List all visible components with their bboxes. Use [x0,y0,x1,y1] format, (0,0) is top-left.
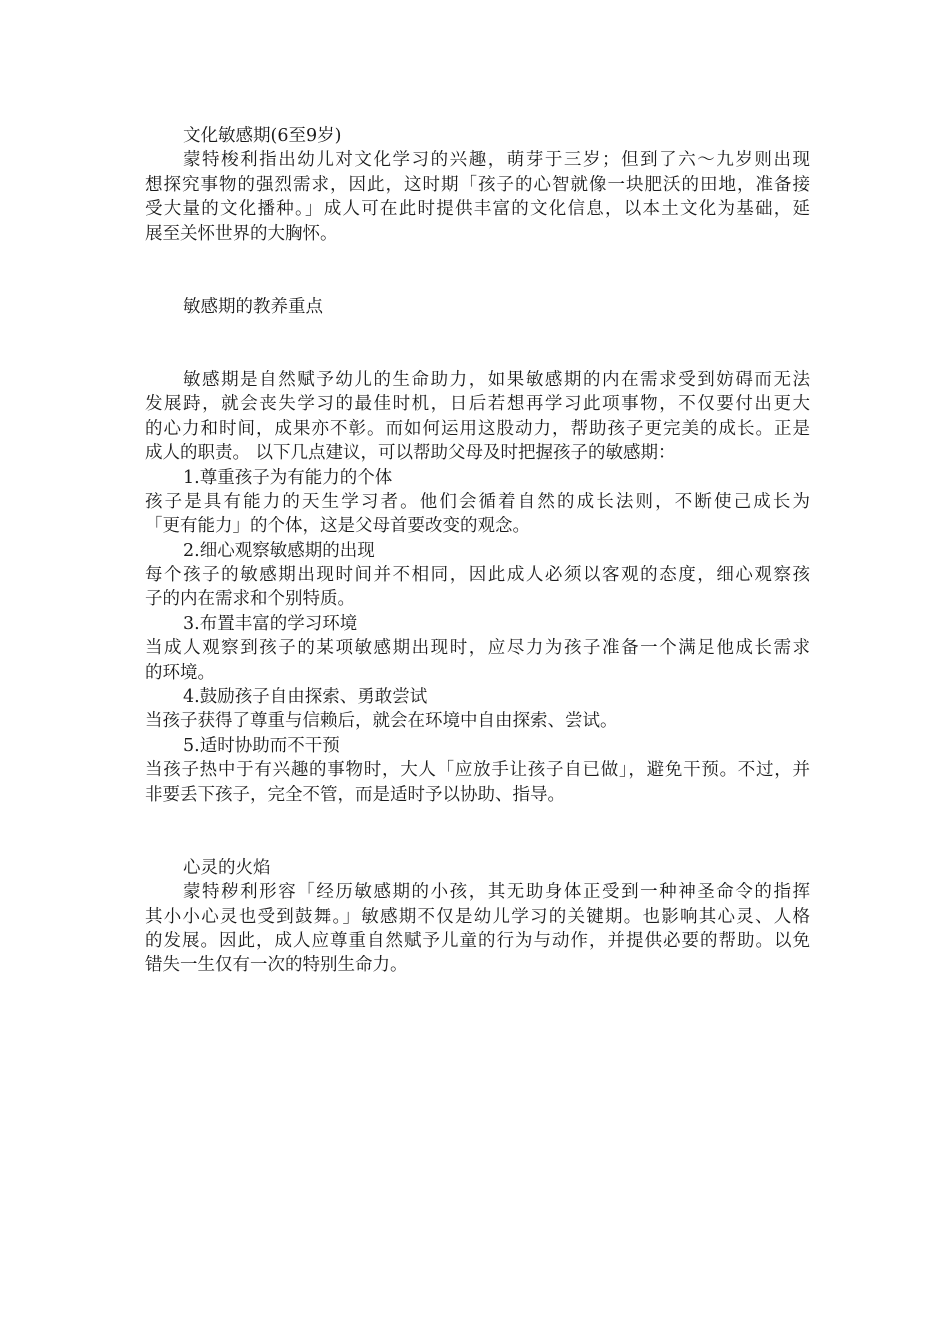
list-item-text: 当孩子热中于有兴趣的事物时，大人「应放手让孩子自已做」，避免干预。不过，并 [145,760,810,781]
list-item-title: 5.适时协助而不干预 [183,735,340,756]
section-heading-cultural-sensitive-period: 文化敏感期(6至9岁) [183,126,342,146]
paragraph-line: 敏感期是自然赋予幼儿的生命助力，如果敏感期的内在需求受到妨碍而无法 [183,369,810,390]
paragraph-line: 其小小心灵也受到鼓舞。」敏感期不仅是幼儿学习的关键期。也影响其心灵、人格 [145,906,810,927]
spacer [145,807,810,856]
spacer [145,319,810,368]
list-item-text: 每个孩子的敏感期出现时间并不相同，因此成人必须以客观的态度，细心观察孩 [145,565,810,586]
list-item-text: 「更有能力」的个体，这是父母首要改变的观念。 [145,516,530,537]
list-item-title: 1.尊重孩子为有能力的个体 [183,467,393,488]
paragraph-line: 发展跱，就会丧失学习的最佳时机，日后若想再学习此项事物，不仅要付出更大 [145,394,810,415]
paragraph-line: 成人的职责。 以下几点建议，可以帮助父母及时把握孩子的敏感期： [145,443,676,464]
list-item-text: 子的内在需求和个别特质。 [145,589,355,610]
list-item-text: 当成人观察到孩子的某项敏感期出现时，应尽力为孩子准备一个满足他成长需求 [145,638,810,659]
list-item-title: 2.细心观察敏感期的出现 [183,540,375,561]
document-page [145,124,810,978]
list-item-title: 3.布置丰富的学习环境 [183,613,358,634]
paragraph-line: 蒙特秽利形容「经历敏感期的小孩，其无助身体正受到一种神圣命令的指挥 [183,882,810,903]
list-item-text: 的环境。 [145,662,215,683]
section-heading-flame-of-mind: 心灵的火焰 [183,857,271,878]
paragraph-line: 错失一生仅有一次的特别生命力。 [145,955,408,976]
section-heading-parenting-focus: 敏感期的教养重点 [183,296,323,317]
paragraph-line: 展至关怀世界的大胸怀。 [145,223,338,244]
spacer [145,246,810,295]
paragraph-line: 的发展。因此，成人应尊重自然赋予儿童的行为与动作，并提供必要的帮助。以免 [145,930,810,951]
list-item-text: 孩子是具有能力的天生学习者。他们会循着自然的成长法则，不断使己成长为 [145,491,810,512]
paragraph-line: 蒙特梭利指出幼儿对文化学习的兴趣，萌芽于三岁；但到了六～九岁则出现 [183,150,810,171]
paragraph-line: 受大量的文化播种。」成人可在此时提供丰富的文化信息，以本土文化为基础，延 [145,199,810,220]
paragraph-line: 想探究事物的强烈需求，因此，这时期「孩子的心智就像一块肥沃的田地，准备接 [145,174,810,195]
list-item-text: 非要丢下孩子，完全不管，而是适时予以协助、指导。 [145,784,565,805]
list-item-text: 当孩子获得了尊重与信赖后，就会在环境中自由探索、尝试。 [145,711,618,732]
paragraph-line: 的心力和时间，成果亦不彰。而如何运用这股动力，帮助孩子更完美的成长。正是 [145,418,810,439]
list-item-title: 4.鼓励孩子自由探索、勇敢尝试 [183,687,428,708]
